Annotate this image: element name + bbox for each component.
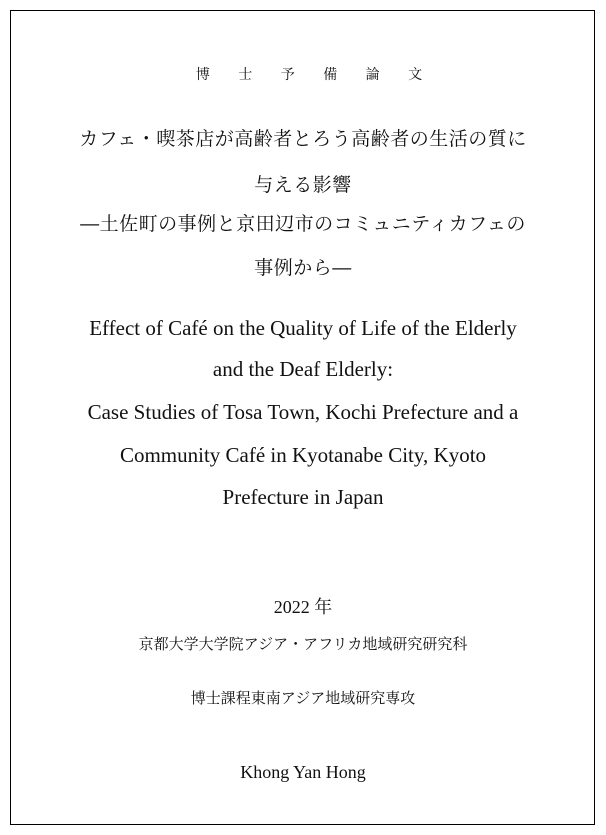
english-title-line-5: Prefecture in Japan — [222, 485, 384, 509]
english-title-line-3: Case Studies of Tosa Town, Kochi Prefecture and a — [87, 400, 519, 424]
japanese-title-line-3: ―土佐町の事例と京田辺市のコミュニティカフェの — [80, 213, 526, 235]
program: 博士課程東南アジア地域研究専攻 — [190, 689, 416, 707]
graduate-school: 京都大学大学院アジア・アフリカ地域研究研究科 — [138, 635, 468, 653]
japanese-title-line-4: 事例から― — [254, 257, 352, 279]
english-title-line-1: Effect of Café on the Quality of Life of the Elderly — [89, 316, 517, 340]
japanese-title-line-1: カフェ・喫茶店が高齢者とろう高齢者の生活の質に — [79, 128, 527, 150]
author-name: Khong Yan Hong — [240, 762, 366, 782]
english-title-line-2: and the Deaf Elderly: — [212, 357, 394, 381]
year: 2022 年 — [273, 597, 333, 617]
japanese-title-line-2: 与える影響 — [254, 174, 352, 196]
document-type-label: 博 士 予 備 論 文 — [195, 67, 435, 83]
english-title-line-4: Community Café in Kyotanabe City, Kyoto — [119, 443, 487, 467]
